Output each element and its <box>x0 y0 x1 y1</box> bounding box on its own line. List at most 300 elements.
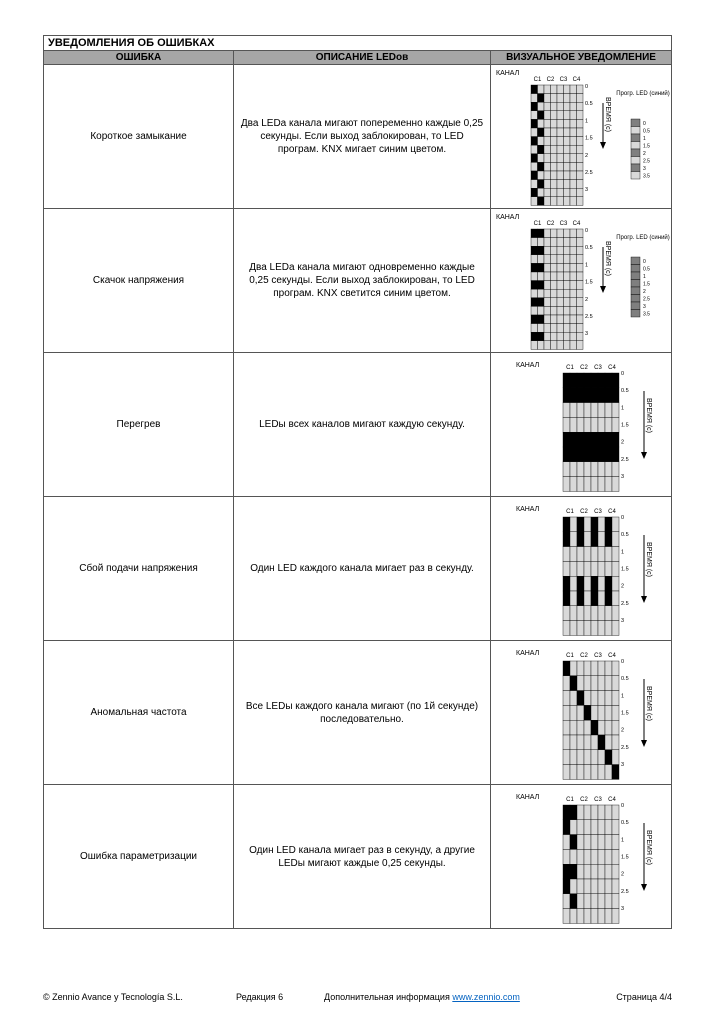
prog-led-cell <box>631 149 640 157</box>
channel-column-label: C2 <box>580 365 588 371</box>
led-cell <box>570 864 577 879</box>
led-cell <box>564 272 571 281</box>
led-cell <box>531 119 538 128</box>
led-cell <box>557 229 564 238</box>
led-cell <box>577 805 584 820</box>
led-cell <box>591 735 598 750</box>
led-cell <box>605 720 612 735</box>
led-cell <box>538 229 545 238</box>
prog-led-cell <box>631 287 640 295</box>
led-cell <box>551 94 558 103</box>
led-cell <box>551 154 558 163</box>
time-tick-label: 1.5 <box>621 422 629 429</box>
led-cell <box>557 137 564 146</box>
led-cell <box>551 180 558 189</box>
led-cell <box>584 606 591 621</box>
led-cell <box>605 432 612 447</box>
led-cell <box>570 820 577 835</box>
led-cell <box>605 765 612 780</box>
led-cell <box>577 705 584 720</box>
led-cell <box>577 180 584 189</box>
led-cell <box>612 621 619 636</box>
prog-led-cell <box>631 280 640 288</box>
led-cell <box>557 119 564 128</box>
led-cell <box>598 835 605 850</box>
led-cell <box>577 188 584 197</box>
led-cell <box>605 705 612 720</box>
led-cell <box>531 306 538 315</box>
led-cell <box>605 606 612 621</box>
time-tick-label: 0.5 <box>621 532 629 539</box>
led-cell <box>577 532 584 547</box>
time-tick-label: 3 <box>621 474 625 481</box>
led-cell <box>564 94 571 103</box>
led-cell <box>612 532 619 547</box>
led-cell <box>531 263 538 272</box>
led-cell <box>570 238 577 247</box>
led-cell <box>557 298 564 307</box>
channel-label: КАНАЛ <box>516 362 540 369</box>
channel-column-label: C1 <box>566 797 574 803</box>
led-cell <box>563 621 570 636</box>
led-cell <box>577 720 584 735</box>
led-cell <box>564 85 571 94</box>
led-cell <box>563 909 570 924</box>
led-cell <box>612 661 619 676</box>
led-cell <box>577 238 584 247</box>
led-cell <box>577 102 584 111</box>
led-cell <box>531 315 538 324</box>
led-cell <box>591 403 598 418</box>
channel-column-label: C2 <box>580 653 588 659</box>
led-cell <box>577 765 584 780</box>
led-cell <box>570 315 577 324</box>
led-cell <box>598 477 605 492</box>
led-cell <box>570 432 577 447</box>
led-cell <box>570 591 577 606</box>
led-cell <box>551 281 558 290</box>
led-cell <box>591 606 598 621</box>
led-cell <box>570 332 577 341</box>
led-cell <box>557 171 564 180</box>
led-cell <box>557 180 564 189</box>
error-name: Сбой подачи напряжения <box>44 497 234 640</box>
led-cell <box>591 591 598 606</box>
led-cell <box>538 324 545 333</box>
led-cell <box>570 805 577 820</box>
led-cell <box>557 281 564 290</box>
prog-led-label: Прогр. LED (синий) <box>616 91 670 97</box>
led-cell <box>551 111 558 120</box>
led-cell <box>598 691 605 706</box>
led-cell <box>570 403 577 418</box>
led-cell <box>591 576 598 591</box>
led-cell <box>605 661 612 676</box>
led-cell <box>598 676 605 691</box>
led-cell <box>564 246 571 255</box>
led-cell <box>538 298 545 307</box>
led-cell <box>605 805 612 820</box>
led-cell <box>605 750 612 765</box>
led-cell <box>577 879 584 894</box>
led-cell <box>564 306 571 315</box>
led-cell <box>544 306 551 315</box>
led-cell <box>544 111 551 120</box>
led-cell <box>570 188 577 197</box>
led-cell <box>531 162 538 171</box>
time-tick-label: 0.5 <box>621 820 629 827</box>
led-cell <box>598 849 605 864</box>
led-cell <box>577 432 584 447</box>
led-cell <box>612 820 619 835</box>
led-cell <box>557 238 564 247</box>
led-cell <box>584 621 591 636</box>
led-cell <box>564 229 571 238</box>
prog-tick-label: 3 <box>643 304 646 310</box>
led-cell <box>570 561 577 576</box>
led-cell <box>570 272 577 281</box>
led-cell <box>570 289 577 298</box>
time-tick-label: 1 <box>621 693 625 700</box>
channel-column-label: C1 <box>533 221 542 227</box>
led-cell <box>591 388 598 403</box>
table-row <box>44 497 671 641</box>
led-cell <box>570 145 577 154</box>
led-cell <box>598 532 605 547</box>
visual-cell <box>491 65 671 208</box>
led-cell <box>584 750 591 765</box>
led-cell <box>584 477 591 492</box>
led-cell <box>605 591 612 606</box>
led-cell <box>570 909 577 924</box>
led-cell <box>584 591 591 606</box>
header-error: ОШИБКА <box>44 51 234 64</box>
led-cell <box>563 477 570 492</box>
led-cell <box>584 447 591 462</box>
led-cell <box>591 765 598 780</box>
led-cell <box>591 477 598 492</box>
header-visual: ВИЗУАЛЬНОЕ УВЕДОМЛЕНИЕ <box>506 52 656 63</box>
led-cell <box>557 197 564 206</box>
led-cell <box>584 403 591 418</box>
led-cell <box>605 621 612 636</box>
led-cell <box>598 864 605 879</box>
led-cell <box>557 154 564 163</box>
led-cell <box>577 606 584 621</box>
led-cell <box>538 332 545 341</box>
led-cell <box>612 462 619 477</box>
led-cell <box>557 94 564 103</box>
led-cell <box>563 417 570 432</box>
led-cell <box>612 432 619 447</box>
led-cell <box>531 341 538 350</box>
led-cell <box>605 561 612 576</box>
led-cell <box>563 750 570 765</box>
time-tick-label: 1.5 <box>585 279 593 286</box>
led-cell <box>564 154 571 163</box>
led-cell <box>531 272 538 281</box>
time-tick-label: 0.5 <box>585 245 593 252</box>
led-cell <box>598 403 605 418</box>
led-cell <box>557 162 564 171</box>
time-tick-label: 0 <box>585 228 589 234</box>
led-cell <box>577 145 584 154</box>
time-arrow-head <box>641 884 647 891</box>
led-cell <box>570 835 577 850</box>
time-tick-label: 2.5 <box>585 314 593 320</box>
led-cell <box>570 576 577 591</box>
led-cell <box>577 229 584 238</box>
led-cell <box>557 324 564 333</box>
prog-tick-label: 1.5 <box>643 281 650 288</box>
led-cell <box>564 298 571 307</box>
led-cell <box>564 145 571 154</box>
led-cell <box>551 128 558 137</box>
led-cell <box>570 691 577 706</box>
time-tick-label: 0.5 <box>621 388 629 395</box>
led-cell <box>584 462 591 477</box>
led-cell <box>570 102 577 111</box>
led-cell <box>598 432 605 447</box>
led-cell <box>584 517 591 532</box>
led-cell <box>544 246 551 255</box>
led-cell <box>598 805 605 820</box>
led-cell <box>570 417 577 432</box>
led-cell <box>557 272 564 281</box>
led-cell <box>544 298 551 307</box>
led-cell <box>557 341 564 350</box>
led-cell <box>551 162 558 171</box>
prog-led-cell <box>631 272 640 280</box>
led-cell <box>557 85 564 94</box>
time-tick-label: 2 <box>621 583 625 590</box>
prog-tick-label: 1 <box>643 274 646 280</box>
led-cell <box>577 864 584 879</box>
led-cell <box>577 576 584 591</box>
prog-tick-label: 3.5 <box>643 311 650 318</box>
led-cell <box>605 462 612 477</box>
led-cell <box>584 373 591 388</box>
led-cell <box>577 403 584 418</box>
led-cell <box>591 835 598 850</box>
led-cell <box>563 576 570 591</box>
led-cell <box>570 246 577 255</box>
led-cell <box>584 532 591 547</box>
led-cell <box>577 750 584 765</box>
prog-tick-label: 3 <box>643 166 646 172</box>
led-cell <box>605 373 612 388</box>
led-cell <box>577 417 584 432</box>
time-tick-label: 1.5 <box>621 566 629 573</box>
led-cell <box>557 128 564 137</box>
time-axis-label: ВРЕМЯ (с) <box>604 97 611 132</box>
led-cell <box>570 547 577 562</box>
channel-column-label: C3 <box>594 797 602 803</box>
prog-tick-label: 1 <box>643 136 646 142</box>
led-cell <box>577 676 584 691</box>
led-cell <box>531 188 538 197</box>
led-cell <box>591 661 598 676</box>
led-cell <box>577 517 584 532</box>
channel-label: КАНАЛ <box>496 214 520 221</box>
channel-column-label: C4 <box>608 365 616 371</box>
channel-column-label: C2 <box>580 797 588 803</box>
led-cell <box>538 119 545 128</box>
led-cell <box>570 281 577 290</box>
led-cell <box>612 765 619 780</box>
time-tick-label: 0 <box>621 371 625 377</box>
led-cell <box>591 705 598 720</box>
time-arrow-head <box>641 596 647 603</box>
led-cell <box>570 162 577 171</box>
channel-column-label: C2 <box>546 77 555 83</box>
led-cell <box>544 341 551 350</box>
led-cell <box>577 85 584 94</box>
led-cell <box>598 765 605 780</box>
led-cell <box>544 197 551 206</box>
led-cell <box>538 171 545 180</box>
led-cell <box>605 879 612 894</box>
led-cell <box>591 864 598 879</box>
time-tick-label: 2 <box>621 871 625 878</box>
led-cell <box>551 306 558 315</box>
visual-cell <box>491 353 671 496</box>
led-cell <box>544 289 551 298</box>
led-cell <box>570 94 577 103</box>
led-cell <box>598 517 605 532</box>
led-cell <box>577 306 584 315</box>
led-cell <box>564 341 571 350</box>
led-cell <box>538 145 545 154</box>
channel-column-label: C4 <box>572 77 581 83</box>
led-cell <box>612 547 619 562</box>
time-tick-label: 0.5 <box>585 101 593 108</box>
time-tick-label: 3 <box>621 906 625 913</box>
led-cell <box>538 238 545 247</box>
led-cell <box>612 750 619 765</box>
led-cell <box>577 324 584 333</box>
led-cell <box>538 188 545 197</box>
led-cell <box>591 676 598 691</box>
led-cell <box>584 765 591 780</box>
led-cell <box>577 197 584 206</box>
led-cell <box>570 621 577 636</box>
led-cell <box>591 417 598 432</box>
led-cell <box>577 137 584 146</box>
led-cell <box>531 154 538 163</box>
time-tick-label: 0.5 <box>621 676 629 683</box>
led-cell <box>570 180 577 189</box>
led-cell <box>577 462 584 477</box>
prog-led-cell <box>631 257 640 265</box>
led-cell <box>551 238 558 247</box>
prog-tick-label: 2.5 <box>643 158 650 165</box>
led-cell <box>570 197 577 206</box>
error-description: Все LEDы каждого канала мигают (по 1й секунде) последовательно. <box>234 641 491 784</box>
led-cell <box>544 229 551 238</box>
led-cell <box>598 894 605 909</box>
visual-cell <box>491 209 671 352</box>
led-cell <box>563 805 570 820</box>
led-cell <box>564 137 571 146</box>
led-cell <box>538 281 545 290</box>
led-cell <box>531 298 538 307</box>
channel-column-label: C4 <box>608 797 616 803</box>
led-cell <box>531 111 538 120</box>
led-cell <box>577 735 584 750</box>
led-cell <box>564 281 571 290</box>
led-cell <box>563 591 570 606</box>
error-description: LEDы всех каналов мигают каждую секунду. <box>234 353 491 496</box>
led-cell <box>570 154 577 163</box>
prog-tick-label: 2.5 <box>643 296 650 303</box>
led-cell <box>584 661 591 676</box>
time-tick-label: 1 <box>585 262 589 269</box>
footer-link[interactable]: www.zennio.com <box>452 992 520 1002</box>
time-axis-label: ВРЕМЯ (с) <box>645 542 652 577</box>
led-cell <box>544 137 551 146</box>
led-cell <box>577 373 584 388</box>
led-cell <box>612 835 619 850</box>
time-tick-label: 0 <box>621 659 625 665</box>
led-cell <box>557 102 564 111</box>
led-cell <box>538 315 545 324</box>
led-cell <box>577 246 584 255</box>
led-cell <box>612 606 619 621</box>
prog-led-cell <box>631 172 640 180</box>
led-cell <box>544 263 551 272</box>
led-cell <box>584 820 591 835</box>
led-cell <box>577 447 584 462</box>
led-cell <box>570 137 577 146</box>
led-cell <box>551 85 558 94</box>
led-cell <box>564 324 571 333</box>
channel-label: КАНАЛ <box>516 506 540 513</box>
prog-led-cell <box>631 164 640 172</box>
time-tick-label: 2.5 <box>621 888 629 895</box>
led-cell <box>557 145 564 154</box>
led-cell <box>584 909 591 924</box>
led-cell <box>591 820 598 835</box>
prog-led-cell <box>631 142 640 150</box>
led-cell <box>605 417 612 432</box>
led-cell <box>544 315 551 324</box>
led-cell <box>584 417 591 432</box>
led-cell <box>577 341 584 350</box>
time-arrow-head <box>600 286 606 293</box>
led-cell <box>570 298 577 307</box>
led-cell <box>605 820 612 835</box>
time-axis-label: ВРЕМЯ (с) <box>645 398 652 433</box>
channel-label: КАНАЛ <box>516 650 540 657</box>
led-cell <box>557 315 564 324</box>
led-cell <box>598 621 605 636</box>
led-cell <box>591 879 598 894</box>
channel-column-label: C3 <box>559 221 568 227</box>
led-cell <box>605 576 612 591</box>
led-cell <box>531 246 538 255</box>
header-description: ОПИСАНИЕ LEDов <box>234 51 491 64</box>
led-cell <box>544 324 551 333</box>
led-cell <box>591 373 598 388</box>
led-cell <box>612 691 619 706</box>
footer-more-info <box>324 992 520 1002</box>
led-cell <box>577 820 584 835</box>
led-cell <box>605 447 612 462</box>
led-cell <box>563 432 570 447</box>
led-cell <box>598 388 605 403</box>
led-cell <box>612 676 619 691</box>
